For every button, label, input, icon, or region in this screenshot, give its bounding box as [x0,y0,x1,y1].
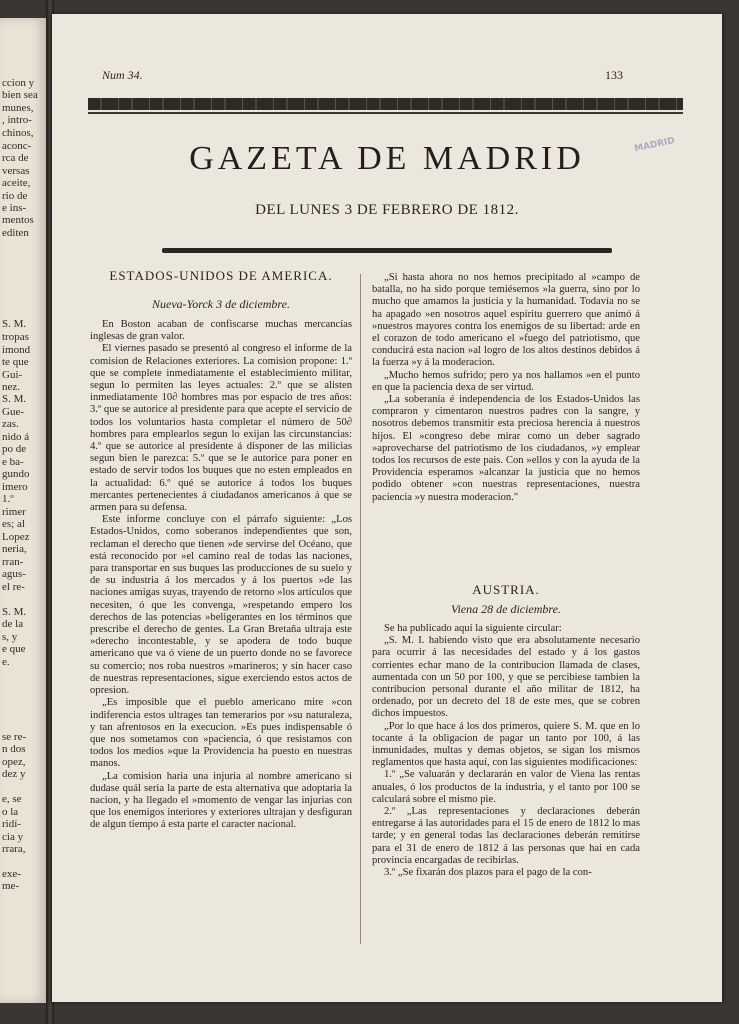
paragraph: 1.º „Se valuarán y declararán en valor de Viena las rentas anuales, ó los productos de la industria, y el tanto por 100 se calculará sobre el mismo pie. [372,769,640,805]
header-ornament-rule [88,112,683,114]
paragraph: En Boston acaban de confiscarse muchas mercancías inglesas de gran valor. [90,319,352,343]
prev-page-fragment: rrara, [2,843,26,855]
prev-page-fragment: me- [2,880,20,892]
prev-page-fragment: bien sea [2,89,38,101]
dateline-vienna: Viena 28 de diciembre. [451,602,561,616]
prev-page-fragment: de la [2,618,24,630]
prev-page-fragment: dez y [2,768,26,780]
prev-page-fragment: opez, [2,756,26,768]
prev-page-fragment: 1.º [2,493,14,505]
prev-page-fragment: zas. [2,418,19,430]
prev-page-fragment: S. M. [2,606,27,618]
masthead-title: GAZETA DE MADRID [189,140,585,177]
prev-page-fragment: ccion y [2,77,35,89]
newspaper-page [52,14,722,1002]
prev-page-fragment: nido á [2,431,30,443]
prev-page-fragment: e. [2,656,10,668]
prev-page-fragment: Lopez [2,531,30,543]
prev-page-fragment: , intro- [2,114,32,126]
paragraph: „La soberanía é independencia de los Estados-Unidos las compraron y cimentaron nuestros padres con la sangre, y nosotros debemos transmitir esta preciosa herencia á nuestros hijos. El »congreso debe mirar como un deber sagrado »aprovecharse del patriotismo de los ciudadanos, »y emplear todos los recursos de este pais. Con »ellos y con la ayuda de la Providencia esperamos »alcanzar la justicia que no hemos podido obtener »con nuestras representaciones, nuestra paciencia »y nuestra moderacion." [372,394,640,503]
prev-page-fragment: Gui- [2,369,23,381]
paragraph: „La comision haria una injuria al nombre americano si dudase quál seria la parte de esta alternativa que adoptaria la nacion, y ha llegado el »momento de vengar las injurias con que los enemigos interiores y exteriores ultrajan y desfiguran de algun tiempo á esta parte el caracter nacional. [90,770,352,831]
prev-page-fragment: se re- [2,731,27,743]
prev-page-fragment: exe- [2,868,21,880]
library-stamp: MADRID [633,136,676,155]
prev-page-fragment: Gue- [2,406,24,418]
prev-page-fragment: rimer [2,506,26,518]
prev-page-fragment: munes, [2,102,34,114]
prev-page-fragment: o la [2,806,19,818]
prev-page-fragment: aceite, [2,177,31,189]
issue-number: Num 34. [102,68,143,82]
paragraph: El viernes pasado se presentó al congreso el informe de la comision de Relaciones exteriores. La comision propone: 1.º que se complete inmediatamente el establecimiento militar, segun lo permiten las leyes actuales: 2.º que se alisten inmediatamente 10∂ hombres mas por espacio de tres años: 3.º que se autorice al presidente para que acepte el servicio de todos los voluntarios hasta completar el número de 50∂ hombres para emplearlos segun lo exijan las circunstancias: 4.º que se autorice al presidente á disponer de las milicias segun bien le parezca: 5.º que se le autorice para poner en estado de servir todos los buques que no esten empleados en la actualidad: 6.º qué se autorice á todos los buques mercantes pertenecientes á ciudadanos americanos á que se armen para su defensa. [90,343,352,514]
section-heading-austria: AUSTRIA. [472,582,540,597]
prev-page-fragment: rca de [2,152,29,164]
previous-page-edge [0,18,47,1003]
article-austria-body [372,623,640,953]
prev-page-fragment: tropas [2,331,29,343]
article-usa-body [90,319,352,949]
prev-page-fragment: S. M. [2,393,27,405]
column-divider [360,274,361,944]
prev-page-fragment: s, y [2,631,18,643]
masthead-rule [162,248,612,253]
prev-page-fragment: versas [2,165,30,177]
prev-page-fragment: ridí- [2,818,21,830]
prev-page-fragment: es; al [2,518,25,530]
prev-page-fragment: rran- [2,556,24,568]
prev-page-fragment: mentos [2,214,34,226]
page-number: 133 [605,68,623,82]
dateline-new-york: Nueva-Yorck 3 de diciembre. [152,297,290,311]
prev-page-fragment: imero [2,481,28,493]
prev-page-fragment: n dos [2,743,26,755]
header-ornament-bar [88,98,683,110]
prev-page-fragment: editen [2,227,29,239]
prev-page-fragment: e que [2,643,26,655]
section-heading-usa: ESTADOS-UNIDOS DE AMERICA. [109,268,333,283]
paragraph: „Mucho hemos sufrido; pero ya nos hallamos »en el punto en que la paciencia dexa de ser virtud. [372,369,640,393]
prev-page-fragment: el re- [2,581,25,593]
prev-page-fragment: e ba- [2,456,24,468]
paragraph: „Es imposible que el pueblo americano mire »con indiferencia estos ultrages tan temerarios por »su naturaleza, y tan afrentosos en la execucion. »Es pues indispensable ó que nos sometamos con »paciencia, ó que resistamos con todos los medios »que la Providencia ha puesto en nuestras manos. [90,697,352,770]
prev-page-fragment: nez. [2,381,21,393]
paragraph: „Por lo que hace á los dos primeros, quiere S. M. que en lo tocante á la obligacion de pagar un tanto por 100, á las inmunidades, multas y demas objetos, se sigan los mismos reglamentos que hasta aquí, con las siguientes modificaciones: [372,720,640,769]
prev-page-fragment: imond [2,344,31,356]
paragraph: 2.º „Las representaciones y declaraciones deberán entregarse á las autoridades para el 15 de enero de 1812 lo mas tarde; y en general todas las declaraciones deberán remitirse para el 31 de enero de 1812 á las personas que hai en cada provincia encargadas de recibirlas. [372,806,640,866]
paragraph: Este informe concluye con el párrafo siguiente: „Los Estados-Unidos, como soberanos independientes que son, reclaman el derecho que tienen »de servirse del Océano, que está reconocido por »el camino real de todas las naciones, para transportar en sus buques las producciones de su suelo y de su industria á los mercados y á los puertos »de las naciones amigas suyas, trayendo de retorno »los artículos que necesiten, ó que les convenga, »respetando empero los derechos de las potencias »beligerantes en los términos que prescribe el derecho de gentes. La Gran Bretaña ultraja este »derecho incontestable, y se apodera de todo buque americano que va ó viene de un puerto donde no se favorece su comercio; nos roba nuestros »marineros; y sin hacer caso de nuestras representaciones, sigue exerciendo estos actos de opresion. [90,514,352,697]
prev-page-fragment: e, se [2,793,22,805]
prev-page-fragment: gundo [2,468,30,480]
paragraph: „Si hasta ahora no nos hemos precipitado al »campo de batalla, no ha sido porque temiésemos »la guerra, sino por lo mucho que amamos la justicia y la humanidad. Todavía no se ha apagado »en nosotros aquel espíritu guerrero que animó á »nuestros mayores contra los enemigos de su libertad: arde en el corazon de todo americano el »fuego del patriotismo, que conducirá esta nacion »al logro de los altos destinos debidos á la fuerza »y á la moderacion. [372,272,640,369]
prev-page-fragment: e ins- [2,202,27,214]
prev-page-fragment: neria, [2,543,27,555]
prev-page-fragment: S. M. [2,318,27,330]
prev-page-fragment: agus- [2,568,26,580]
paragraph: „S. M. I. habiendo visto que era absolutamente necesario para ocurrir á las necesidades del estado y á los gastos corrientes echar mano de la contribucion llamada de clases, aumentada con un 50 por 100, y que se percibiese tambien la contribucion personal durante el año militar de 1812, ha ordenado, por un decreto del 18 de este mes, que se cobren dichos impuestos. [372,635,640,720]
prev-page-fragment: aconc- [2,140,32,152]
paragraph: Se ha publicado aquí la siguiente circular: [384,623,562,634]
article-usa-continued [372,272,640,572]
dateline: DEL LUNES 3 DE FEBRERO DE 1812. [255,202,519,218]
prev-page-fragment: chinos, [2,127,34,139]
prev-page-fragment: rio de [2,190,28,202]
prev-page-fragment: po de [2,443,27,455]
prev-page-fragment: te que [2,356,29,368]
paragraph: 3.º „Se fixarán dos plazos para el pago de la con- [384,867,592,879]
prev-page-fragment: cia y [2,831,24,843]
